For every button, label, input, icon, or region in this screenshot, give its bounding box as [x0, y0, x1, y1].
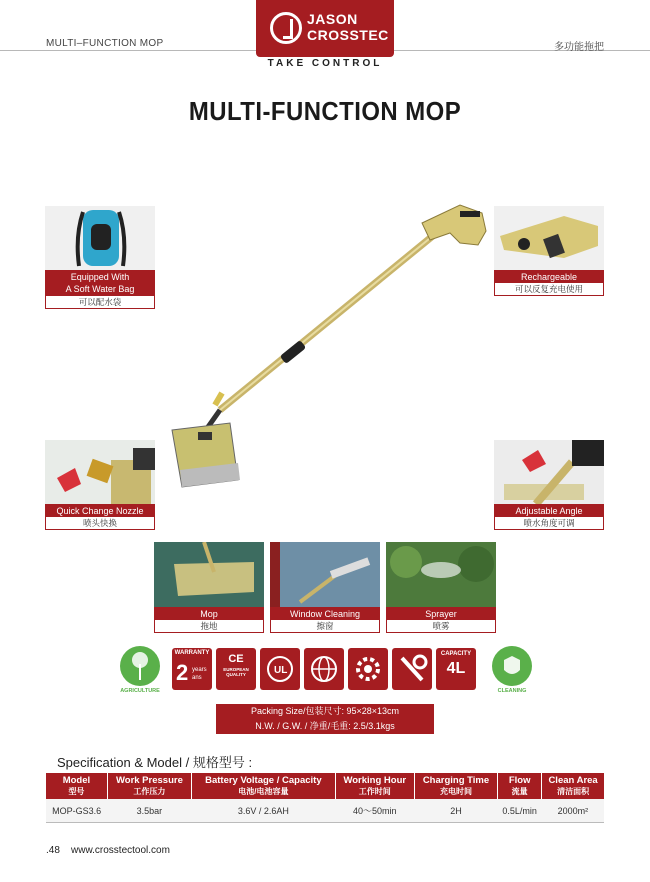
col-header-working-hour: Working Hour 工作时间 — [335, 773, 414, 799]
feature-caption-rechargeable: Rechargeable — [494, 270, 604, 283]
capacity-icon — [436, 648, 476, 690]
spec-table — [46, 773, 604, 823]
agriculture-icon — [120, 646, 160, 686]
col-header-battery: Battery Voltage / Capacity 电池/电池容量 — [191, 773, 335, 799]
use-caption-cn: 擦窗 — [270, 620, 380, 633]
warranty-icon — [172, 648, 212, 690]
warranty-unit: years — [192, 667, 207, 673]
brand-name-line2: CROSSTEC — [307, 27, 389, 43]
header-right-text: 多功能拖把 — [554, 42, 604, 53]
cell-battery: 3.6V / 2.6AH — [191, 799, 335, 823]
table-row — [46, 799, 604, 823]
use-caption-window-cleaning: Window Cleaning — [270, 607, 380, 620]
page-footer: .48 www.crosstectool.com — [46, 845, 170, 856]
feature-caption-line1: Equipped With — [70, 272, 130, 282]
cell-model: MOP-GS3.6 — [46, 799, 107, 823]
cleaning-label: CLEANING — [497, 688, 527, 694]
packing-info — [216, 704, 434, 734]
col-header-charging-time: Charging Time 充电时间 — [414, 773, 497, 799]
ul-listed-icon — [260, 648, 300, 690]
agriculture-label: AGRICULTURE — [120, 688, 160, 694]
feature-caption-water-bag — [45, 270, 155, 296]
brand-tagline: TAKE CONTROL — [267, 58, 383, 69]
cell-working-hour: 40～50min — [335, 799, 414, 823]
feature-caption-cn: 喷头快换 — [45, 517, 155, 530]
col-header-flow: Flow 流量 — [498, 773, 542, 799]
feature-caption-cn: 可以配水袋 — [45, 296, 155, 309]
cleaning-icon — [492, 646, 532, 686]
quick-nozzle-photo — [45, 440, 155, 504]
global-icon — [304, 648, 344, 690]
capacity-value: 4L — [446, 660, 466, 677]
cell-charging-time: 2H — [414, 799, 497, 823]
capacity-label: CAPACITY — [440, 651, 472, 657]
header-left-text: MULTI–FUNCTION MOP — [46, 38, 164, 49]
brand-name-line1: JASON — [307, 11, 358, 27]
feature-caption-line2: A Soft Water Bag — [65, 284, 135, 294]
svg-text:UL: UL — [274, 665, 288, 676]
mop-use-photo — [154, 542, 264, 607]
ce-quality-icon: CE EUROPEAN QUALITY — [216, 648, 256, 690]
use-caption-mop: Mop — [154, 607, 264, 620]
feature-caption-cn: 可以反复充电使用 — [494, 283, 604, 296]
rechargeable-photo — [494, 206, 604, 270]
feature-caption-adjustable-angle: Adjustable Angle — [494, 504, 604, 517]
warranty-unit-fr: ans — [192, 675, 202, 681]
water-bag-photo — [45, 206, 155, 270]
packing-size: Packing Size/包装尺寸: 95×28×13cm — [250, 706, 400, 716]
page-title: MULTI-FUNCTION MOP — [188, 96, 462, 126]
cell-work-pressure: 3.5bar — [107, 799, 191, 823]
cell-flow: 0.5L/min — [498, 799, 542, 823]
ce-line1: EUROPEAN — [223, 667, 249, 672]
warranty-top-text: WARRANTY — [174, 650, 210, 656]
feature-caption-cn: 喷水角度可调 — [494, 517, 604, 530]
tools-icon — [392, 648, 432, 690]
spec-title: Specification & Model / 规格型号 : — [57, 755, 253, 770]
brand-logo-icon — [270, 12, 302, 44]
settings-gear-icon — [348, 648, 388, 690]
use-caption-cn: 喷雾 — [386, 620, 496, 633]
product-mop-image — [160, 195, 500, 495]
sprayer-photo — [386, 542, 496, 607]
cell-clean-area: 2000m² — [542, 799, 604, 823]
use-caption-sprayer: Sprayer — [386, 607, 496, 620]
warranty-number: 2 — [176, 660, 189, 685]
spec-table-header-row — [46, 773, 604, 799]
window-cleaning-photo — [270, 542, 380, 607]
col-header-work-pressure: Work Pressure 工作压力 — [107, 773, 191, 799]
use-caption-cn: 拖地 — [154, 620, 264, 633]
col-header-clean-area: Clean Area 清洁面积 — [542, 773, 604, 799]
feature-caption-quick-nozzle: Quick Change Nozzle — [45, 504, 155, 517]
ce-line2: QUALITY — [226, 672, 246, 677]
packing-weight: N.W. / G.W. / 净重/毛重: 2.5/3.1kgs — [255, 721, 395, 731]
adjustable-angle-photo — [494, 440, 604, 504]
col-header-model: Model 型号 — [46, 773, 107, 799]
